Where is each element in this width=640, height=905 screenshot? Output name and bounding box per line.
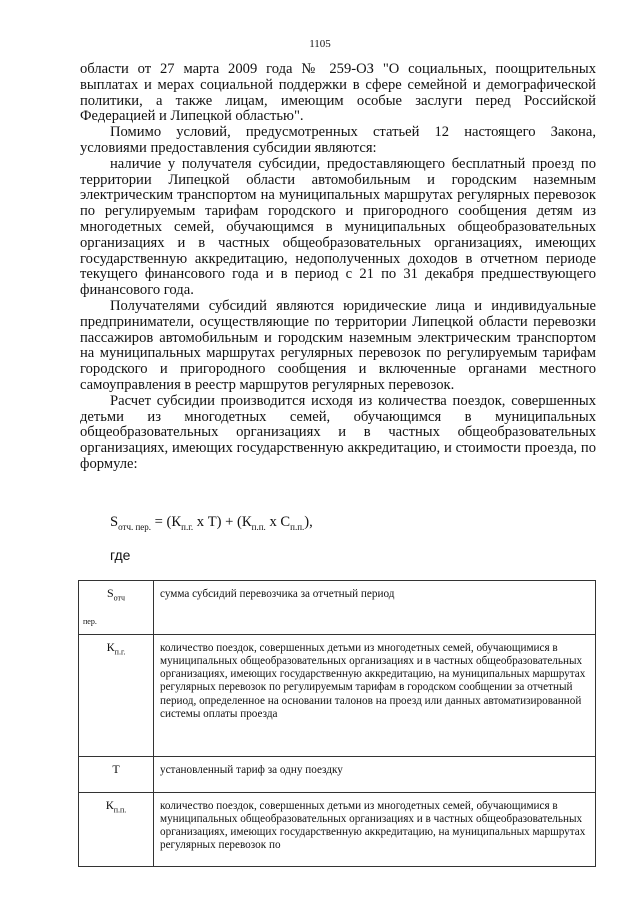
definition-description: количество поездок, совершенных детьми из многодетных семей, обучающимися в муниципальных общеобразовательных организациях и в частных общеобразовательных организациях, имеющих государственную аккредитацию, на муниципальных маршрутах регулярных перевозок по bbox=[154, 792, 596, 866]
where-label: где bbox=[110, 547, 131, 563]
definitions-table bbox=[78, 580, 596, 867]
paragraph-condition-item: наличие у получателя субсидии, предоставляющего бесплатный проезд по территории Липецкой области автомобильным и городским наземным электрическим транспортом на муниципальных маршрутах регулярных перевозок по регулируемым тарифам городского и пригородного сообщения детям из многодетных семей, обучающимся в муниципальных общеобразовательных организациях и в частных общеобразовательных организациях, имеющих государственную аккредитацию, недополученных доходов в отчетном периоде текущего финансового года и в период с 21 по 31 декабря предшествующего финансового года. bbox=[80, 155, 596, 299]
definition-symbol: Т bbox=[79, 756, 154, 792]
definition-row bbox=[79, 792, 596, 866]
definition-row bbox=[79, 756, 596, 792]
body-text bbox=[80, 62, 596, 473]
definition-row bbox=[79, 634, 596, 756]
paragraph-conditions-intro: Помимо условий, предусмотренных статьей 12 настоящего Закона, условиями предоставления субсидии являются: bbox=[80, 124, 596, 156]
definition-description: сумма субсидий перевозчика за отчетный период bbox=[154, 581, 596, 635]
paragraph-calculation: Расчет субсидии производится исходя из количества поездок, совершенных детьми из многодетных семей, обучающимся в муниципальных общеобразовательных организациях и в частных общеобразовательных организациях, имеющих государственную аккредитацию, и стоимости проезда, по формуле: bbox=[80, 392, 596, 472]
definition-description: установленный тариф за одну поездку bbox=[154, 756, 596, 792]
definition-row bbox=[79, 581, 596, 635]
definition-symbol: $К_{п.п.}$ bbox=[79, 792, 154, 866]
definition-description: количество поездок, совершенных детьми из многодетных семей, обучающимися в муниципальных общеобразовательных организациях и в частных общеобразовательных организациях, имеющих государственную аккредитацию, на муниципальных маршрутах регулярных перевозок по регулируемым тарифам в городском сообщении за отчетный период, определенное на основании талонов на проезд или данных автоматизированной системы оплаты проезда bbox=[154, 634, 596, 756]
paragraph-recipients: Получателями субсидий являются юридические лица и индивидуальные предприниматели, осуществляющие по территории Липецкой области перевозки пассажиров автомобильным и городским наземным электрическим транспортом на муниципальных маршрутах регулярных перевозок по регулируемым тарифам городского и пригородного сообщения и включенные органами местного самоуправления в реестр маршрутов регулярных перевозок. bbox=[80, 297, 596, 393]
page-number: 1105 bbox=[309, 38, 331, 50]
subsidy-formula: $S_{отч. пер.} = (К_{п.г.}$ х $Т) + (К_{п.п.}$ х $С_{п.п.}$), bbox=[110, 514, 313, 532]
definition-symbol: $S_{отч}$ пер. bbox=[79, 581, 154, 635]
definition-symbol: $К_{п.г.}$ bbox=[79, 634, 154, 756]
paragraph-law-reference: области от 27 марта 2009 года № 259-ОЗ "О социальных, поощрительных выплатах и мерах социальной поддержки в сфере семейной и демографической политики, а также лицам, имеющим особые заслуги перед Российской Федерацией и Липецкой областью". bbox=[80, 61, 596, 125]
